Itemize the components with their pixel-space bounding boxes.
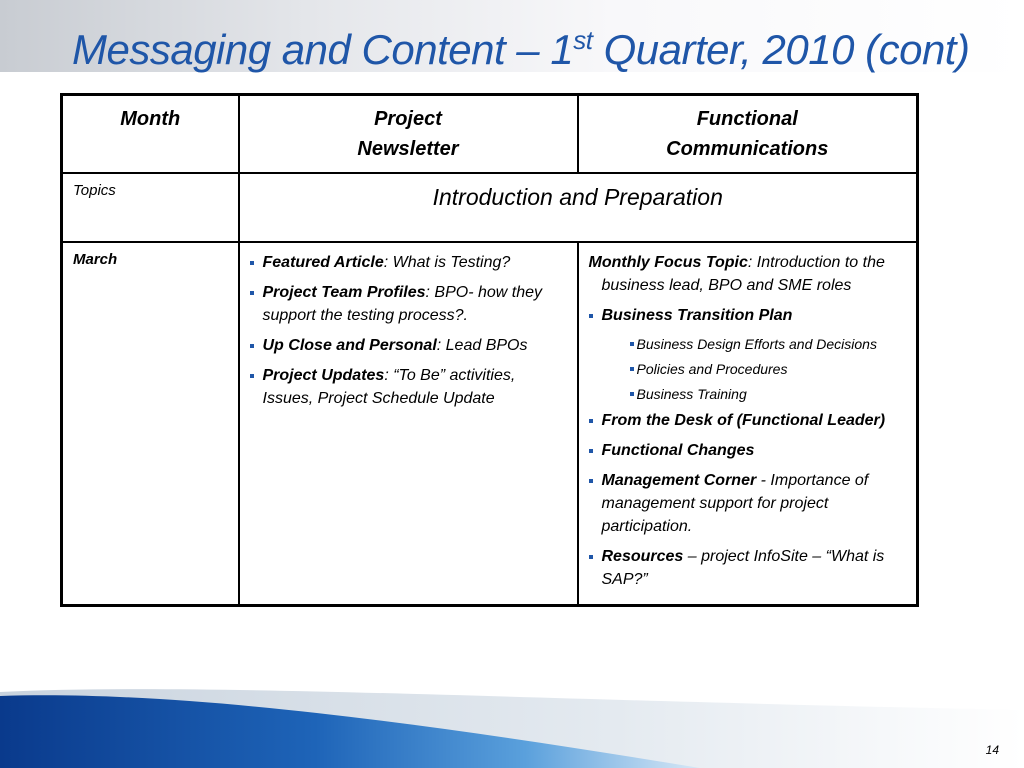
march-row — [62, 242, 918, 606]
topics-row — [62, 173, 918, 242]
list-item: Project Team Profiles: BPO- how they support the testing process?. — [250, 281, 567, 327]
march-label: March — [62, 242, 239, 606]
list-item: From the Desk of (Functional Leader) — [589, 409, 907, 432]
list-item: Functional Changes — [589, 439, 907, 462]
topics-label: Topics — [62, 173, 239, 242]
list-item: Business Transition Plan — [589, 304, 907, 327]
footer-wave — [0, 660, 1024, 768]
newsletter-cell — [239, 242, 578, 606]
page-number: 14 — [985, 743, 999, 757]
content-table — [60, 93, 919, 607]
list-item: Resources – project InfoSite – “What is SAP?” — [589, 545, 907, 591]
topics-value: Introduction and Preparation — [239, 173, 918, 242]
header-newsletter: Project Newsletter — [239, 95, 578, 174]
header-month: Month — [62, 95, 239, 174]
slide-title: Messaging and Content – 1st Quarter, 2010 (cont) — [72, 25, 970, 73]
sub-list-item: Business Training — [589, 384, 907, 404]
list-item: Monthly Focus Topic: Introduction to the business lead, BPO and SME roles — [588, 254, 885, 294]
sub-list-item: Policies and Procedures — [589, 359, 907, 379]
functional-cell — [578, 242, 918, 606]
header-functional: Functional Communications — [578, 95, 918, 174]
table-header-row — [62, 95, 918, 174]
list-item: Management Corner - Importance of management support for project participation. — [589, 469, 907, 538]
sub-list-item: Business Design Efforts and Decisions — [589, 334, 907, 354]
list-item: Featured Article: What is Testing? — [250, 251, 567, 274]
list-item: Up Close and Personal: Lead BPOs — [250, 334, 567, 357]
list-item: Project Updates: “To Be” activities, Issues, Project Schedule Update — [250, 364, 567, 410]
